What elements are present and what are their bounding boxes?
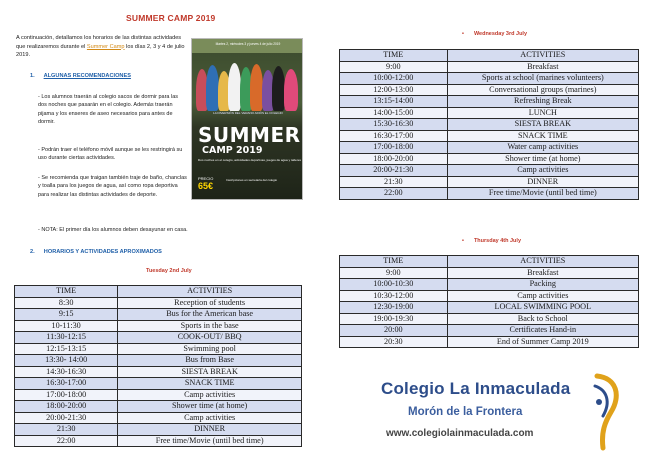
- poster-price: [198, 176, 213, 191]
- time-cell: 10-11:30: [15, 320, 118, 332]
- table-row: [340, 325, 639, 337]
- table-header-row: [340, 256, 639, 268]
- time-cell: 21:30: [15, 424, 118, 436]
- summer-camp-poster: [191, 38, 303, 200]
- thursday-title: [462, 238, 521, 244]
- activity-cell: Camp activities: [118, 389, 302, 401]
- column-header-activities: ACTIVITIES: [447, 256, 638, 268]
- time-cell: 12:15-13:15: [15, 343, 118, 355]
- poster-price-value: 65€: [198, 181, 214, 191]
- school-emblem-icon: [589, 372, 623, 452]
- time-cell: 10:00-10:30: [340, 279, 448, 291]
- time-cell: 12:30-19:00: [340, 302, 448, 314]
- bullet-icon: •: [462, 31, 464, 37]
- time-cell: 18:00-20:00: [340, 153, 448, 165]
- activity-cell: Breakfast: [447, 267, 638, 279]
- table-row: [340, 107, 639, 119]
- time-cell: 17:00-18:00: [15, 389, 118, 401]
- table-row: [340, 119, 639, 131]
- activity-cell: Shower time (at home): [118, 401, 302, 413]
- wednesday-schedule-table: [339, 49, 639, 200]
- tuesday-schedule-table: [14, 285, 302, 447]
- table-row: [15, 366, 302, 378]
- school-city: Morón de la Frontera: [408, 406, 523, 418]
- activity-cell: Back to School: [447, 313, 638, 325]
- time-cell: 9:15: [15, 309, 118, 321]
- recommendation-paragraph: - Los alumnos traerán al colegio sacos de dormir para las dos noches que pasarán en el colegio. Además traerán pijama y los enseres de aseo necesarios para antes de dormir.: [38, 94, 179, 126]
- activity-cell: Camp activities: [118, 412, 302, 424]
- table-row: [340, 336, 639, 348]
- time-cell: 17:00-18:00: [340, 142, 448, 154]
- intro-text-after: los días 2, 3 y 4 de julio 2019.: [16, 43, 185, 59]
- activity-cell: DINNER: [118, 424, 302, 436]
- table-row: [340, 313, 639, 325]
- activity-cell: Camp activities: [447, 165, 638, 177]
- table-row: [15, 401, 302, 413]
- table-row: [15, 343, 302, 355]
- activity-cell: LOCAL SWIMMING POOL: [447, 302, 638, 314]
- activity-cell: Water camp activities: [447, 142, 638, 154]
- table-row: [340, 130, 639, 142]
- table-row: [340, 290, 639, 302]
- activity-cell: Sports in the base: [118, 320, 302, 332]
- intro-highlight: Summer Camp: [86, 43, 125, 50]
- time-cell: 10:30-12:00: [340, 290, 448, 302]
- poster-camp-word: CAMP 2019: [202, 145, 263, 156]
- activity-cell: Conversational groups (marines): [447, 84, 638, 96]
- activity-cell: SIESTA BREAK: [118, 366, 302, 378]
- table-row: [340, 267, 639, 279]
- time-cell: 16:30-17:00: [340, 130, 448, 142]
- table-row: [340, 142, 639, 154]
- activity-cell: COOK-OUT/ BBQ: [118, 332, 302, 344]
- poster-banner: Martes 2, miércoles 3 y jueves 4 de julio 2019: [215, 42, 281, 46]
- table-row: [15, 332, 302, 344]
- table-row: [15, 412, 302, 424]
- table-header-row: [15, 286, 302, 298]
- recommendation-paragraph: - Se recomienda que traigan también traje de baño, chanclas y toalla para los juegos de agua, así como ropa deportiva para realizar las distintas actividades de deporte.: [38, 175, 187, 198]
- time-cell: 14:30-16:30: [15, 366, 118, 378]
- activity-cell: SNACK TIME: [447, 130, 638, 142]
- table-row: [15, 297, 302, 309]
- activity-cell: End of Summer Camp 2019: [447, 336, 638, 348]
- time-cell: 20:30: [340, 336, 448, 348]
- table-row: [340, 188, 639, 200]
- section-heading-schedules: [30, 249, 162, 255]
- activity-cell: Shower time (at home): [447, 153, 638, 165]
- table-row: [340, 176, 639, 188]
- wednesday-title-text: Wednesday 3rd July: [473, 31, 528, 37]
- table-row: [340, 73, 639, 85]
- activity-cell: Reception of students: [118, 297, 302, 309]
- section-title: ALGUNAS RECOMENDACIONES: [43, 73, 131, 79]
- time-cell: 15:30-16:30: [340, 119, 448, 131]
- activity-cell: Swimming pool: [118, 343, 302, 355]
- table-row: [340, 84, 639, 96]
- table-row: [340, 279, 639, 291]
- document-title: SUMMER CAMP 2019: [126, 13, 216, 23]
- time-cell: 19:00-19:30: [340, 313, 448, 325]
- column-header-time: TIME: [15, 286, 118, 298]
- activity-cell: Sports at school (marines volunteers): [447, 73, 638, 85]
- table-row: [340, 302, 639, 314]
- activity-cell: Packing: [447, 279, 638, 291]
- time-cell: 20:00-21:30: [340, 165, 448, 177]
- section-number: 1.: [30, 73, 35, 79]
- activity-cell: Breakfast: [447, 61, 638, 73]
- activity-cell: Camp activities: [447, 290, 638, 302]
- activity-cell: DINNER: [447, 176, 638, 188]
- time-cell: 22:00: [15, 435, 118, 447]
- column-header-time: TIME: [340, 256, 448, 268]
- time-cell: 22:00: [340, 188, 448, 200]
- table-row: [15, 424, 302, 436]
- column-header-time: TIME: [340, 50, 448, 62]
- section-heading-recommendations: [30, 73, 131, 79]
- time-cell: 16:30-17:00: [15, 378, 118, 390]
- activity-cell: Free time/Movie (until bed time): [118, 435, 302, 447]
- intro-paragraph: [16, 34, 186, 60]
- section-number: 2.: [30, 249, 35, 255]
- table-row: [15, 320, 302, 332]
- tuesday-title: Tuesday 2nd July: [146, 268, 192, 274]
- section-title: HORARIOS Y ACTIVIDADES APROXIMADOS: [43, 249, 162, 255]
- table-row: [340, 61, 639, 73]
- time-cell: 9:00: [340, 61, 448, 73]
- poster-price-label: PRECIO: [198, 176, 214, 181]
- table-row: [340, 165, 639, 177]
- poster-days: Dos noches en el colegio, actividades deportivas, juegos de agua y talleres: [198, 158, 302, 162]
- school-name: Colegio La Inmaculada: [381, 379, 571, 398]
- activity-cell: SNACK TIME: [118, 378, 302, 390]
- poster-promo: LA DIVERSIÓN DEL VERANO ADIÓS EL COLEGIO: [213, 111, 283, 115]
- bullet-icon: •: [462, 238, 464, 244]
- activity-cell: Bus from Base: [118, 355, 302, 367]
- table-row: [15, 355, 302, 367]
- time-cell: 20:00: [340, 325, 448, 337]
- time-cell: 14:00-15:00: [340, 107, 448, 119]
- time-cell: 9:00: [340, 267, 448, 279]
- time-cell: 12:00-13:00: [340, 84, 448, 96]
- activity-cell: Bus for the American base: [118, 309, 302, 321]
- time-cell: 13:30- 14:00: [15, 355, 118, 367]
- thursday-title-text: Thursday 4th July: [473, 238, 522, 244]
- time-cell: 11:30-12:15: [15, 332, 118, 344]
- activity-cell: Refreshing Break: [447, 96, 638, 108]
- intro-text-before: A continuación, detallamos los horarios de las distintas actividades que realizaremos durante el: [16, 35, 182, 50]
- time-cell: 18:00-20:00: [15, 401, 118, 413]
- time-cell: 20:00-21:30: [15, 412, 118, 424]
- table-row: [15, 378, 302, 390]
- time-cell: 10:00-12:00: [340, 73, 448, 85]
- time-cell: 21:30: [340, 176, 448, 188]
- column-header-activities: ACTIVITIES: [118, 286, 302, 298]
- table-row: [15, 309, 302, 321]
- column-header-activities: ACTIVITIES: [447, 50, 638, 62]
- thursday-schedule-table: [339, 255, 639, 348]
- activity-cell: Free time/Movie (until bed time): [447, 188, 638, 200]
- time-cell: 8:30: [15, 297, 118, 309]
- wednesday-title: [462, 31, 527, 37]
- activity-cell: SIESTA BREAK: [447, 119, 638, 131]
- poster-group-photo: [194, 55, 302, 113]
- poster-summer-word: SUMMER: [198, 123, 301, 147]
- activity-cell: LUNCH: [447, 107, 638, 119]
- table-row: [340, 153, 639, 165]
- table-row: [15, 435, 302, 447]
- table-row: [15, 389, 302, 401]
- school-website-link[interactable]: www.colegiolainmaculada.com: [386, 428, 534, 439]
- table-row: [340, 96, 639, 108]
- recommendation-paragraph: - Podrán traer el teléfono móvil aunque se les restringirá su uso durante ciertas actividades.: [38, 147, 183, 162]
- poster-info: Inscripciones en secretaría del colegio: [226, 178, 278, 182]
- activity-cell: Certificates Hand-in: [447, 325, 638, 337]
- recommendation-note: - NOTA: El primer día los alumnos deben desayunar en casa.: [38, 227, 188, 233]
- table-header-row: [340, 50, 639, 62]
- time-cell: 13:15-14:00: [340, 96, 448, 108]
